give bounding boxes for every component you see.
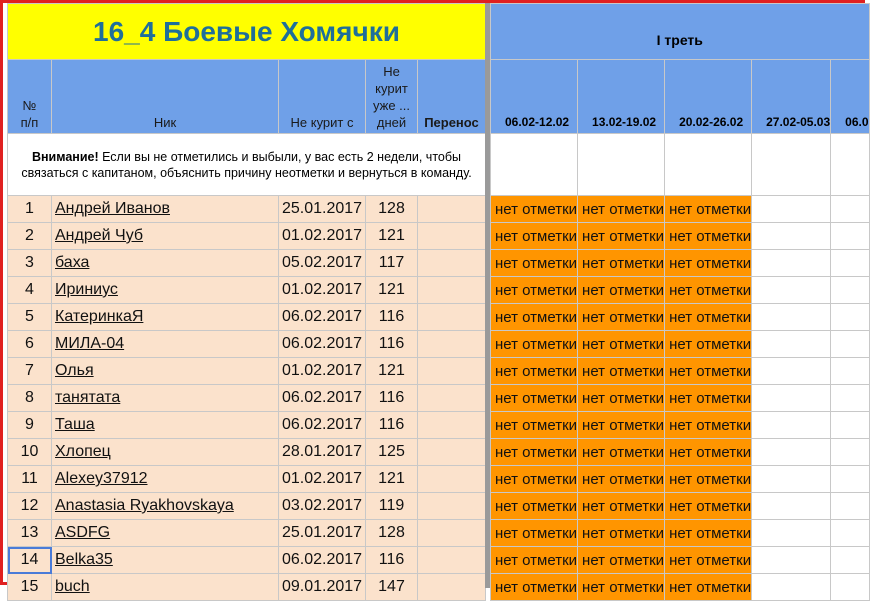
empty-cell[interactable] [752, 223, 831, 250]
status-cell[interactable]: нет отметки [491, 250, 578, 277]
row-number-cell[interactable]: 12 [8, 493, 52, 520]
status-cell[interactable]: нет отметки [491, 439, 578, 466]
status-cell[interactable]: нет отметки [491, 520, 578, 547]
status-row [491, 277, 870, 304]
status-cell[interactable]: нет отметки [578, 277, 665, 304]
days-cell[interactable]: 121 [366, 466, 418, 493]
days-cell[interactable]: 121 [366, 358, 418, 385]
status-row [491, 196, 870, 223]
empty-cell[interactable] [752, 250, 831, 277]
days-cell[interactable]: 116 [366, 331, 418, 358]
row-number-cell[interactable]: 4 [8, 277, 52, 304]
nick-cell[interactable]: Андрей Чуб [52, 223, 279, 250]
empty-cell[interactable] [491, 134, 578, 196]
row-number-cell[interactable]: 3 [8, 250, 52, 277]
status-cell[interactable]: нет отметки [578, 547, 665, 574]
status-cell[interactable]: нет отметки [578, 385, 665, 412]
days-cell[interactable]: 121 [366, 223, 418, 250]
row-number-cell[interactable]: 10 [8, 439, 52, 466]
start-date-cell[interactable]: 05.02.2017 [279, 250, 366, 277]
status-row [491, 466, 870, 493]
start-date-cell[interactable]: 01.02.2017 [279, 466, 366, 493]
period-header[interactable]: 27.02-05.03 [752, 60, 831, 134]
nick-cell[interactable]: buch [52, 574, 279, 601]
empty-cell[interactable] [752, 358, 831, 385]
days-cell[interactable]: 116 [366, 412, 418, 439]
status-row [491, 250, 870, 277]
member-row [8, 250, 486, 277]
header-num-line1: № [22, 98, 37, 113]
days-cell[interactable]: 125 [366, 439, 418, 466]
status-cell[interactable]: нет отметки [491, 547, 578, 574]
transfer-cell[interactable] [418, 196, 486, 223]
empty-cell[interactable] [831, 412, 869, 439]
status-row [491, 331, 870, 358]
empty-cell[interactable] [831, 223, 869, 250]
transfer-cell[interactable] [418, 277, 486, 304]
empty-cell[interactable] [752, 439, 831, 466]
member-row [8, 520, 486, 547]
empty-cell[interactable] [831, 331, 869, 358]
transfer-cell[interactable] [418, 439, 486, 466]
start-date-cell[interactable]: 25.01.2017 [279, 520, 366, 547]
member-row [8, 196, 486, 223]
status-row [491, 385, 870, 412]
status-cell[interactable]: нет отметки [578, 250, 665, 277]
nick-cell[interactable]: Хлопец [52, 439, 279, 466]
status-cell[interactable]: нет отметки [578, 493, 665, 520]
start-date-cell[interactable]: 06.02.2017 [279, 412, 366, 439]
nick-cell[interactable]: Таша [52, 412, 279, 439]
header-nick[interactable]: Ник [52, 60, 279, 134]
row-number-cell[interactable]: 9 [8, 412, 52, 439]
transfer-cell[interactable] [418, 358, 486, 385]
status-cell[interactable]: нет отметки [665, 304, 752, 331]
empty-cell[interactable] [831, 134, 869, 196]
member-row [8, 412, 486, 439]
status-cell[interactable]: нет отметки [665, 277, 752, 304]
third-header[interactable]: I треть [491, 4, 870, 60]
empty-cell[interactable] [752, 547, 831, 574]
status-cell[interactable]: нет отметки [578, 520, 665, 547]
member-row [8, 304, 486, 331]
status-cell[interactable]: нет отметки [665, 439, 752, 466]
status-cell[interactable]: нет отметки [578, 574, 665, 601]
row-number-cell[interactable]: 8 [8, 385, 52, 412]
member-row [8, 223, 486, 250]
empty-cell[interactable] [752, 385, 831, 412]
status-cell[interactable]: нет отметки [578, 466, 665, 493]
notice-text: Если вы не отметились и выбыли, у вас есть 2 недели, чтобы связаться с капитаном, объяснить причину неотметки и вернуться в команду. [21, 149, 472, 180]
start-date-cell[interactable]: 06.02.2017 [279, 331, 366, 358]
start-date-cell[interactable]: 03.02.2017 [279, 493, 366, 520]
nick-cell[interactable]: Alexey37912 [52, 466, 279, 493]
nick-cell[interactable]: МИЛА-04 [52, 331, 279, 358]
status-row [491, 223, 870, 250]
status-cell[interactable]: нет отметки [578, 439, 665, 466]
days-cell[interactable]: 116 [366, 547, 418, 574]
member-row [8, 277, 486, 304]
empty-cell[interactable] [752, 466, 831, 493]
member-row [8, 385, 486, 412]
empty-cell[interactable] [831, 250, 869, 277]
status-cell[interactable]: нет отметки [491, 223, 578, 250]
member-row [8, 439, 486, 466]
status-cell[interactable]: нет отметки [491, 385, 578, 412]
member-row [8, 493, 486, 520]
empty-cell[interactable] [831, 439, 869, 466]
days-cell[interactable]: 116 [366, 385, 418, 412]
status-cell[interactable]: нет отметки [578, 196, 665, 223]
period-header[interactable]: 06.0 [831, 60, 869, 134]
days-cell[interactable]: 121 [366, 277, 418, 304]
period-header[interactable]: 20.02-26.02 [665, 60, 752, 134]
status-row [491, 574, 870, 601]
period-header[interactable]: 13.02-19.02 [578, 60, 665, 134]
start-date-cell[interactable]: 06.02.2017 [279, 304, 366, 331]
status-cell[interactable]: нет отметки [491, 412, 578, 439]
transfer-cell[interactable] [418, 574, 486, 601]
status-cell[interactable]: нет отметки [665, 196, 752, 223]
status-cell[interactable]: нет отметки [665, 466, 752, 493]
notice-cell[interactable] [8, 134, 486, 196]
transfer-cell[interactable] [418, 223, 486, 250]
days-cell[interactable]: 117 [366, 250, 418, 277]
start-date-cell[interactable]: 01.02.2017 [279, 277, 366, 304]
transfer-cell[interactable] [418, 250, 486, 277]
row-number-cell[interactable]: 11 [8, 466, 52, 493]
header-num-line2: п/п [20, 115, 39, 130]
empty-cell[interactable] [831, 493, 869, 520]
status-cell[interactable]: нет отметки [491, 493, 578, 520]
start-date-cell[interactable]: 01.02.2017 [279, 223, 366, 250]
member-row [8, 466, 486, 493]
empty-cell[interactable] [752, 574, 831, 601]
empty-cell[interactable] [831, 196, 869, 223]
empty-cell[interactable] [831, 466, 869, 493]
status-row [491, 439, 870, 466]
empty-cell[interactable] [831, 304, 869, 331]
nick-cell[interactable]: Ириниус [52, 277, 279, 304]
status-cell[interactable]: нет отметки [665, 493, 752, 520]
status-cell[interactable]: нет отметки [665, 385, 752, 412]
status-row [491, 547, 870, 574]
status-cell[interactable]: нет отметки [491, 574, 578, 601]
status-row [491, 520, 870, 547]
empty-cell[interactable] [752, 520, 831, 547]
status-cell[interactable]: нет отметки [665, 574, 752, 601]
notice-bold: Внимание! [31, 149, 99, 164]
days-cell[interactable]: 116 [366, 304, 418, 331]
status-cell[interactable]: нет отметки [578, 331, 665, 358]
row-number-cell[interactable]: 5 [8, 304, 52, 331]
transfer-cell[interactable] [418, 520, 486, 547]
empty-cell[interactable] [831, 520, 869, 547]
nick-cell[interactable]: Олья [52, 358, 279, 385]
transfer-cell[interactable] [418, 385, 486, 412]
member-row [8, 574, 486, 601]
status-cell[interactable]: нет отметки [491, 277, 578, 304]
empty-cell[interactable] [752, 331, 831, 358]
members-table [7, 3, 486, 601]
header-num[interactable] [8, 60, 52, 134]
status-cell[interactable]: нет отметки [491, 304, 578, 331]
nick-cell[interactable]: танятата [52, 385, 279, 412]
member-row [8, 547, 486, 574]
row-number-cell[interactable]: 7 [8, 358, 52, 385]
status-cell[interactable]: нет отметки [665, 520, 752, 547]
start-date-cell[interactable]: 06.02.2017 [279, 385, 366, 412]
transfer-cell[interactable] [418, 547, 486, 574]
empty-cell[interactable] [831, 277, 869, 304]
start-date-cell[interactable]: 28.01.2017 [279, 439, 366, 466]
start-date-cell[interactable]: 06.02.2017 [279, 547, 366, 574]
status-cell[interactable]: нет отметки [491, 358, 578, 385]
empty-cell[interactable] [831, 574, 869, 601]
empty-cell[interactable] [578, 134, 665, 196]
status-cell[interactable]: нет отметки [491, 331, 578, 358]
empty-cell[interactable] [665, 134, 752, 196]
status-cell[interactable]: нет отметки [665, 223, 752, 250]
days-cell[interactable]: 147 [366, 574, 418, 601]
frozen-column-divider[interactable] [485, 3, 490, 588]
row-number-cell[interactable]: 15 [8, 574, 52, 601]
start-date-cell[interactable]: 01.02.2017 [279, 358, 366, 385]
empty-cell[interactable] [831, 358, 869, 385]
status-cell[interactable]: нет отметки [578, 358, 665, 385]
sheet-title[interactable]: 16_4 Боевые Хомячки [8, 4, 486, 60]
empty-cell[interactable] [831, 385, 869, 412]
status-cell[interactable]: нет отметки [665, 547, 752, 574]
transfer-cell[interactable] [418, 466, 486, 493]
header-transfer[interactable]: Перенос [418, 60, 486, 134]
status-row [491, 493, 870, 520]
header-not-smoking-since[interactable]: Не курит с [279, 60, 366, 134]
status-cell[interactable]: нет отметки [665, 250, 752, 277]
row-number-cell[interactable]: 1 [8, 196, 52, 223]
row-number-cell[interactable]: 13 [8, 520, 52, 547]
days-cell[interactable]: 128 [366, 520, 418, 547]
empty-cell[interactable] [752, 493, 831, 520]
days-cell[interactable]: 119 [366, 493, 418, 520]
start-date-cell[interactable]: 25.01.2017 [279, 196, 366, 223]
nick-cell[interactable]: Андрей Иванов [52, 196, 279, 223]
empty-cell[interactable] [752, 304, 831, 331]
empty-cell[interactable] [752, 134, 831, 196]
transfer-cell[interactable] [418, 331, 486, 358]
transfer-cell[interactable] [418, 493, 486, 520]
empty-cell[interactable] [752, 412, 831, 439]
nick-cell[interactable]: КатеринкаЯ [52, 304, 279, 331]
nick-cell[interactable]: баха [52, 250, 279, 277]
status-row [491, 412, 870, 439]
status-cell[interactable]: нет отметки [578, 412, 665, 439]
status-cell[interactable]: нет отметки [665, 331, 752, 358]
empty-cell[interactable] [752, 196, 831, 223]
empty-cell[interactable] [831, 547, 869, 574]
empty-cell[interactable] [752, 277, 831, 304]
nick-cell[interactable]: Belka35 [52, 547, 279, 574]
nick-cell[interactable]: Anastasia Ryakhovskaya [52, 493, 279, 520]
status-cell[interactable]: нет отметки [491, 196, 578, 223]
periods-table [490, 3, 870, 601]
status-cell[interactable]: нет отметки [578, 223, 665, 250]
days-cell[interactable]: 128 [366, 196, 418, 223]
row-number-cell[interactable]: 2 [8, 223, 52, 250]
header-days[interactable]: Не курит уже ... дней [366, 60, 418, 134]
member-row [8, 358, 486, 385]
status-row [491, 304, 870, 331]
status-cell[interactable]: нет отметки [578, 304, 665, 331]
period-header[interactable]: 06.02-12.02 [491, 60, 578, 134]
status-cell[interactable]: нет отметки [491, 466, 578, 493]
transfer-cell[interactable] [418, 304, 486, 331]
nick-cell[interactable]: ASDFG [52, 520, 279, 547]
start-date-cell[interactable]: 09.01.2017 [279, 574, 366, 601]
member-row [8, 331, 486, 358]
row-number-cell[interactable]: 6 [8, 331, 52, 358]
transfer-cell[interactable] [418, 412, 486, 439]
status-row [491, 358, 870, 385]
status-cell[interactable]: нет отметки [665, 412, 752, 439]
row-number-cell[interactable]: 14 [8, 547, 52, 574]
status-cell[interactable]: нет отметки [665, 358, 752, 385]
